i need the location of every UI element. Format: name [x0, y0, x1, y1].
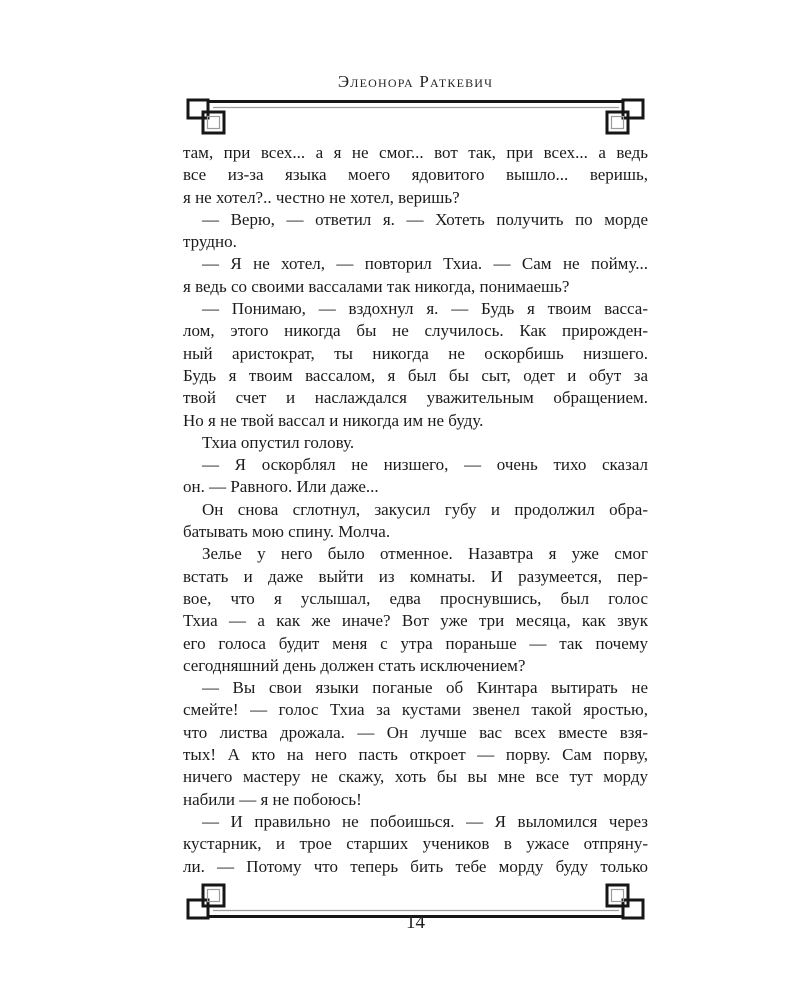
text-line: все из-за языка моего ядовитого вышло... веришь, [183, 165, 648, 185]
text-line: — Верю, — ответил я. — Хотеть получить по морде [202, 209, 648, 229]
text-line: Будь я твоим вассалом, я был бы сыт, одет и обут за [183, 365, 648, 385]
text-line: его голоса будит меня с утра пораньше — так почему [183, 633, 648, 653]
text-line: что листва дрожала. — Он лучше вас всех вместе взя- [183, 722, 648, 742]
text-line: ничего мастеру не скажу, хоть бы вы мне все тут морду [183, 767, 648, 787]
text-line: Тхиа — а как же иначе? Вот уже три месяца, как звук [183, 611, 648, 631]
text-line: ный аристократ, ты никогда не оскорбишь низшего. [183, 343, 648, 363]
text-line: Он снова сглотнул, закусил губу и продолжил обра- [202, 499, 648, 519]
text-line: — Я не хотел, — повторил Тхиа. — Сам не пойму... [202, 254, 648, 274]
text-line: — Понимаю, — вздохнул я. — Будь я твоим васса- [202, 299, 648, 319]
running-header: Элеонора Раткевич [337, 72, 494, 91]
text-line: твой счет и наслаждался уважительным обращением. [183, 388, 648, 408]
text-line: ли. — Потому что теперь бить тебе морду буду только [183, 856, 648, 876]
text-line: — Вы свои языки поганые об Кинтара вытирать не [202, 678, 648, 698]
text-line: набили — я не побоюсь! [183, 789, 362, 809]
text-line: Но я не твой вассал и никогда им не буду. [183, 410, 484, 430]
top-border-ornament [183, 95, 648, 139]
text-line: лом, этого никогда бы не случилось. Как прирожден- [183, 321, 648, 341]
text-line: трудно. [183, 232, 237, 252]
text-line: я не хотел?.. честно не хотел, веришь? [183, 187, 460, 207]
text-line: — И правильно не побоишься. — Я выломился через [202, 811, 648, 831]
text-line: встать и даже выйти из комнаты. И разумеется, пер- [183, 566, 648, 586]
text-line: там, при всех... а я не смог... вот так, при всех... а ведь [183, 143, 648, 162]
text-line: батывать мою спину. Молча. [183, 522, 391, 542]
text-line: Тхиа опустил голову. [202, 432, 355, 452]
page-number: 14 [406, 912, 425, 933]
text-line: тых! А кто на него пасть откроет — порву. Сам порву, [183, 745, 648, 765]
text-line: смейте! — голос Тхиа за кустами звенел такой яростью, [183, 700, 648, 720]
text-line: сегодняшний день должен стать исключением? [183, 655, 526, 675]
text-line: Зелье у него было отменное. Назавтра я уже смог [202, 544, 648, 564]
text-line: — Я оскорблял не низшего, — очень тихо сказал [202, 455, 648, 475]
page-body [183, 142, 648, 878]
text-line: вое, что я услышал, едва проснувшись, был голос [183, 588, 648, 608]
text-line: я ведь со своими вассалами так никогда, понимаешь? [183, 276, 570, 296]
text-line: он. — Равного. Или даже... [183, 477, 379, 497]
text-line: кустарник, и трое старших учеников в ужасе отпряну- [183, 834, 648, 854]
